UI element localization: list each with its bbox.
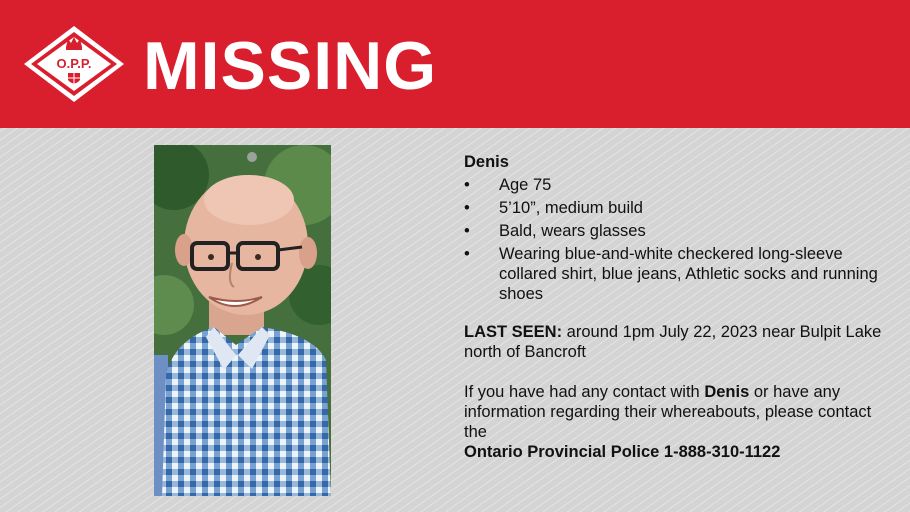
- detail-appearance: • Bald, wears glasses: [464, 221, 884, 241]
- person-details-list: [464, 175, 884, 304]
- detail-age: • Age 75: [464, 175, 884, 195]
- police-phone-line: Ontario Provincial Police 1-888-310-1122: [464, 443, 781, 461]
- missing-person-photo: [154, 145, 331, 496]
- last-seen-text: around 1pm July 22, 2023 near Bulpit Lake north of Bancroft: [464, 323, 882, 361]
- person-info: [464, 152, 884, 462]
- logo-text: O.P.P.: [56, 56, 92, 71]
- contact-name: Denis: [704, 383, 750, 401]
- detail-clothing: • Wearing blue-and-white checkered long-sleeve collared shirt, blue jeans, Athletic socks and running shoes: [464, 244, 884, 304]
- detail-height-build: • 5’10”, medium build: [464, 198, 884, 218]
- contact-paragraph: [464, 382, 884, 462]
- header-banner: [0, 0, 910, 128]
- last-seen-paragraph: [464, 322, 884, 362]
- last-seen-label: LAST SEEN:: [464, 323, 563, 341]
- person-name: Denis: [464, 153, 509, 171]
- portrait-illustration: [154, 145, 331, 496]
- opp-badge-icon: [22, 24, 126, 104]
- contact-suffix: or have any information regarding their whereabouts, please contact the: [464, 383, 872, 441]
- contact-prefix: If you have had any contact with: [464, 383, 705, 401]
- page-title: MISSING: [143, 28, 438, 104]
